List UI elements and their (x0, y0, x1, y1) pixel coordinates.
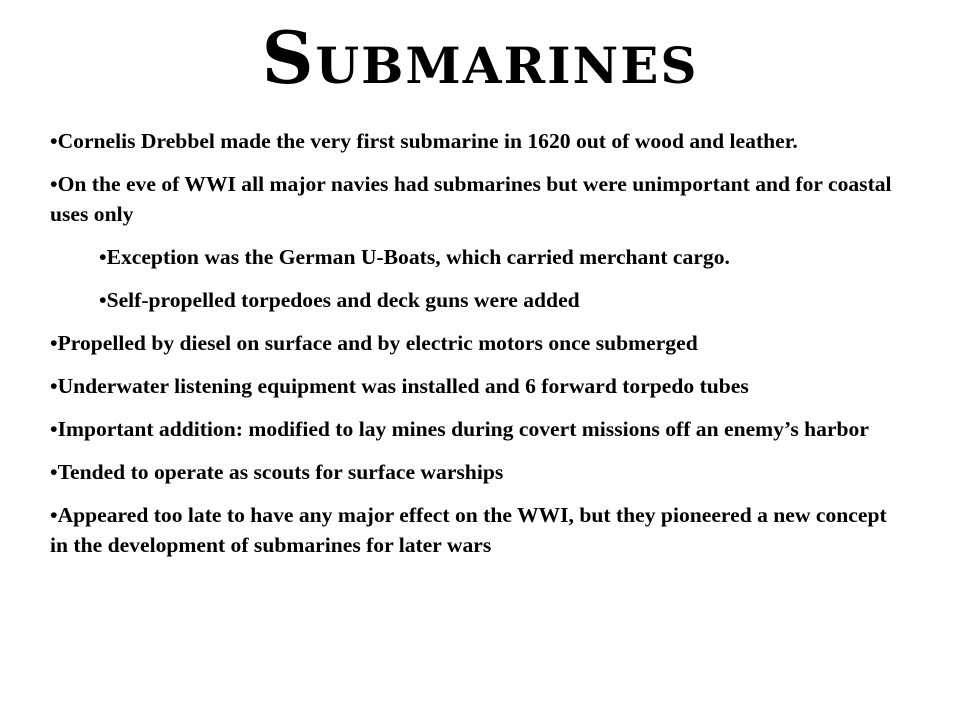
bullet-marker: • (50, 417, 58, 441)
bullet-marker: • (50, 331, 58, 355)
bullet-item (50, 328, 910, 358)
bullet-marker: • (50, 460, 58, 484)
bullet-marker: • (99, 288, 107, 312)
bullet-text: Cornelis Drebbel made the very first submarine in 1620 out of wood and leather. (57, 129, 798, 153)
bullet-item (50, 414, 910, 444)
bullet-marker: • (50, 374, 58, 398)
bullet-marker: • (99, 245, 107, 269)
sub-bullet-item (99, 242, 910, 272)
bullet-item (50, 457, 910, 487)
bullet-text: Self-propelled torpedoes and deck guns were added (106, 288, 580, 312)
bullet-item (50, 126, 910, 156)
bullet-list (50, 126, 910, 573)
slide-title: Submarines (261, 15, 699, 100)
bullet-item (50, 500, 910, 560)
bullet-text: On the eve of WWI all major navies had submarines but were unimportant and for coastal uses only (50, 172, 892, 226)
bullet-text: Tended to operate as scouts for surface warships (57, 460, 504, 484)
bullet-marker: • (50, 503, 58, 527)
bullet-item (50, 169, 910, 229)
bullet-text: Underwater listening equipment was installed and 6 forward torpedo tubes (57, 374, 749, 398)
bullet-text: Propelled by diesel on surface and by electric motors once submerged (57, 331, 698, 355)
bullet-text: Exception was the German U-Boats, which carried merchant cargo. (106, 245, 730, 269)
sub-bullet-item (99, 285, 910, 315)
bullet-marker: • (50, 129, 58, 153)
bullet-item (50, 371, 910, 401)
bullet-text: Important addition: modified to lay mines during covert missions off an enemy’s harbor (57, 417, 869, 441)
bullet-text: Appeared too late to have any major effect on the WWI, but they pioneered a new concept in the development of submarines for later wars (50, 503, 887, 557)
bullet-marker: • (50, 172, 58, 196)
